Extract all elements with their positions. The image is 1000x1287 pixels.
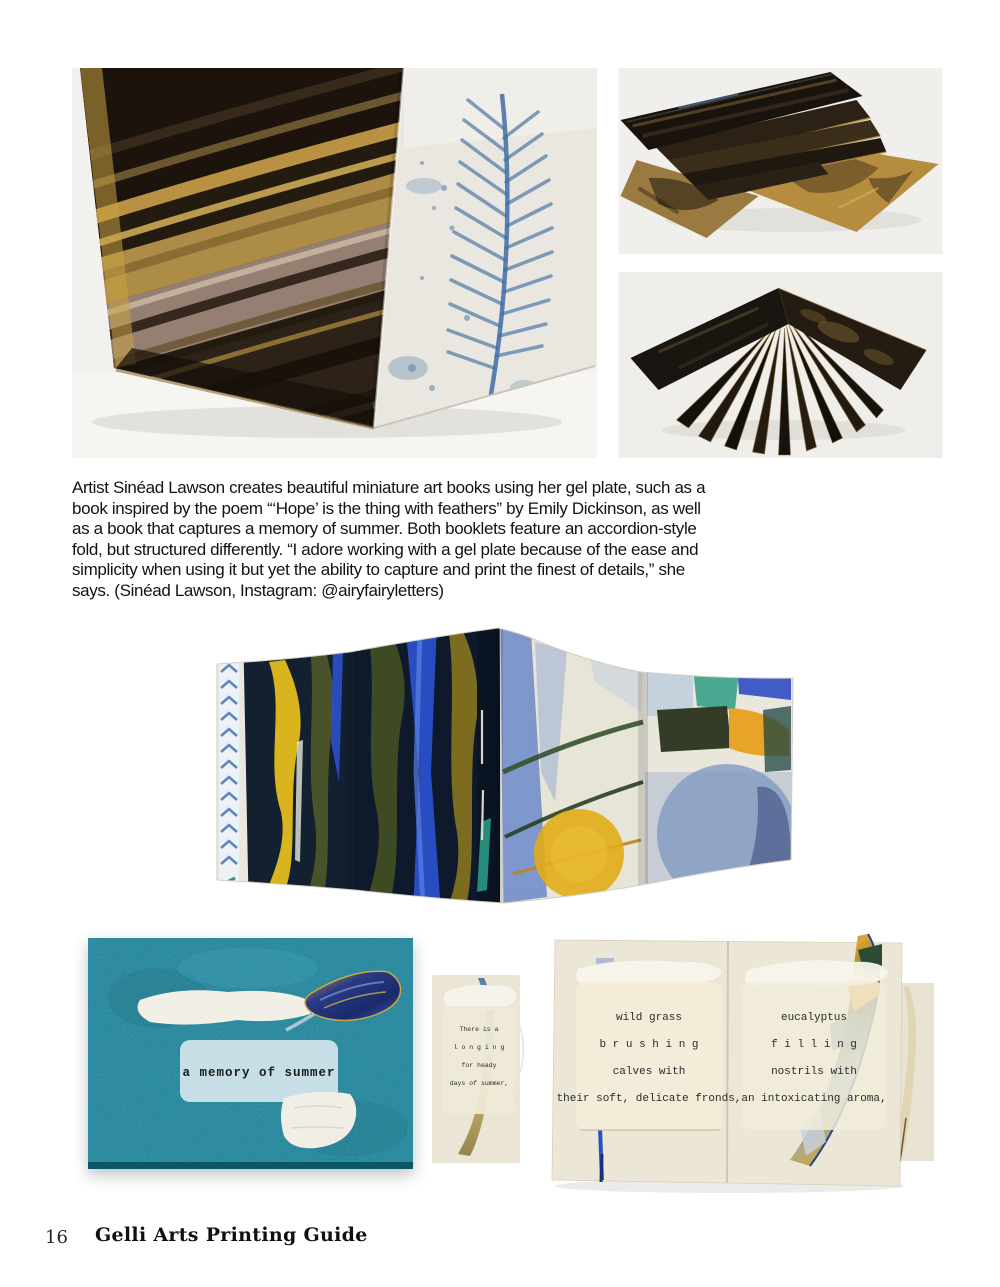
memory-card-title: a memory of summer (182, 1066, 336, 1080)
book-corner-illustration (72, 68, 597, 458)
poem-line: for heady (461, 1062, 497, 1069)
poem-label (742, 982, 886, 1130)
photo-accordion-book-open (618, 68, 943, 254)
center-crease (727, 942, 728, 1183)
memory-card (88, 938, 413, 1169)
accordion-book-illustration (618, 68, 943, 254)
paragraph-line: book inspired by the poem “‘Hope’ is the thing with feathers” by Emily Dickinson, as well (72, 498, 701, 518)
poem-line: eucalyptus (780, 1012, 848, 1024)
poem-label (576, 982, 723, 1130)
poem-line: wild grass (615, 1012, 683, 1024)
memory-card-illustration (88, 938, 413, 1169)
poem-line: There is a (459, 1026, 499, 1033)
poem-line: b r u s h i n g (599, 1039, 699, 1051)
poem-label (442, 1006, 516, 1114)
poem-line: calves with (612, 1066, 686, 1078)
paragraph-line: Artist Sinéad Lawson creates beautiful miniature art books using her gel plate, such as a (72, 478, 706, 497)
binding-stitch (482, 790, 483, 840)
poem-book-illustration (430, 928, 990, 1195)
photo-poem-book-open (430, 928, 990, 1195)
fan-book-illustration (618, 272, 943, 458)
photo-book-corner-closeup (72, 68, 597, 458)
footer-title: Gelli Arts Printing Guide (95, 1224, 368, 1246)
accordion-spread-illustration (205, 622, 800, 922)
paragraph-line: as a book that captures a memory of summer. Both booklets feature an accordion-style (72, 519, 697, 539)
poem-center-spread (552, 934, 904, 1193)
photo-accordion-spread (205, 622, 800, 922)
poem-line: their soft, delicate fronds, (556, 1093, 742, 1105)
article-paragraph (72, 478, 720, 602)
poem-line: l o n g i n g (453, 1044, 505, 1051)
paragraph-line: fold, but structured differently. “I adore working with a gel plate because of the ease and (72, 539, 699, 559)
poem-left-flap (432, 975, 524, 1163)
paragraph-line: says. (Sinéad Lawson, Instagram: @airyfairyletters) (72, 580, 444, 600)
poem-line: nostrils with (771, 1066, 857, 1078)
poem-line: days of summer, (449, 1080, 509, 1087)
poem-line: f i l l i n g (771, 1039, 857, 1051)
poem-line: an intoxicating aroma, (741, 1093, 887, 1105)
photo-fan-fold-book (618, 272, 943, 458)
page-number: 16 (45, 1227, 68, 1248)
paragraph-line: simplicity when using it but yet the ability to capture and print the finest of details,” she (72, 560, 685, 580)
